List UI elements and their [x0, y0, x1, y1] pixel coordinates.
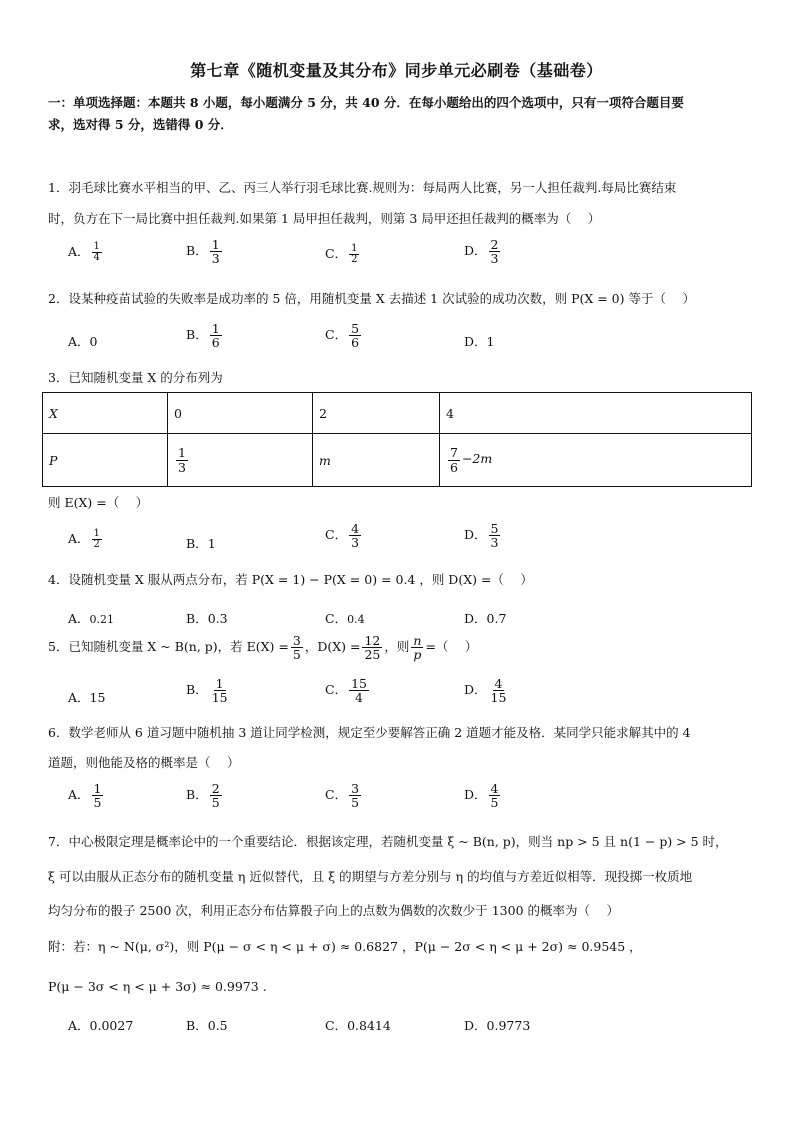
question-3-option-a[interactable]: [68, 527, 104, 551]
question-5-mid2: ，则: [384, 639, 410, 655]
denominator: 5: [490, 795, 499, 811]
numerator: 4: [490, 781, 499, 796]
numerator: n: [413, 633, 422, 648]
denominator: 5: [93, 795, 102, 811]
question-7-line-5: P(μ − 3σ < η < μ + 3σ) ≈ 0.9973 .: [48, 979, 267, 994]
numerator: 7: [450, 445, 458, 461]
option-label: A．: [68, 334, 90, 349]
numerator: 4: [494, 676, 503, 691]
option-label: A．: [68, 1018, 90, 1033]
denominator: 2: [351, 254, 358, 265]
option-label: C．: [325, 327, 348, 343]
question-7-option-b[interactable]: [186, 1014, 228, 1037]
option-label: D．: [464, 682, 487, 698]
table-row: [43, 393, 752, 434]
fraction: [92, 242, 102, 264]
fraction: [489, 782, 501, 809]
table-cell: 0: [168, 393, 313, 434]
question-1-option-a[interactable]: [68, 240, 104, 264]
fraction: [92, 782, 104, 809]
fraction: [210, 782, 222, 809]
question-7-line-2: ξ 可以由服从正态分布的随机变量 η 近似替代，且 ξ 的期望与方差分别与 η 的均值与方差近似相等．现投掷一枚质地: [48, 869, 693, 884]
page-title: 第七章《随机变量及其分布》同步单元必刷卷（基础卷）: [190, 61, 603, 80]
question-5-option-d[interactable]: [464, 677, 510, 704]
fraction: [210, 238, 222, 265]
option-value: 0.9773: [486, 1018, 531, 1033]
option-label: C．: [325, 1018, 348, 1033]
option-value: 0.5: [207, 1018, 228, 1033]
numerator: 1: [211, 321, 220, 336]
option-label: D．: [464, 1018, 487, 1033]
question-2-option-c[interactable]: [325, 322, 363, 349]
question-2-option-a[interactable]: [68, 330, 97, 353]
fraction: [489, 522, 501, 549]
question-2-option-b[interactable]: [186, 322, 224, 349]
denominator: 5: [292, 647, 301, 663]
option-label: C．: [325, 787, 348, 803]
option-label: A．: [68, 690, 90, 705]
section-heading-line-1: 一：单项选择题：本题共 8 小题，每小题满分 5 分，共 40 分．在每小题给出的四个选项中，只有一项符合题目要: [48, 95, 684, 110]
fraction: [349, 244, 359, 266]
option-label: B．: [186, 536, 208, 551]
numerator: 1: [351, 242, 358, 254]
fraction: [176, 446, 188, 473]
option-label: A．: [68, 611, 90, 626]
numerator: 4: [351, 521, 360, 536]
question-6-option-b[interactable]: [186, 782, 224, 809]
denominator: 4: [355, 690, 363, 706]
fraction: [489, 238, 501, 265]
question-3-ask: 则 E(X) =（ ）: [48, 495, 149, 510]
option-value: 0.3: [207, 611, 228, 626]
denominator: 3: [490, 535, 499, 551]
denominator: 5: [211, 795, 220, 811]
denominator: 6: [211, 335, 220, 351]
denominator: 6: [450, 459, 458, 475]
denominator: 15: [490, 690, 507, 706]
numerator: 1: [93, 781, 102, 796]
question-3-option-d[interactable]: [464, 522, 502, 549]
question-7-option-c[interactable]: [325, 1014, 391, 1037]
option-label: C．: [325, 246, 348, 261]
table-cell: m: [313, 434, 440, 487]
denominator: 6: [351, 335, 360, 351]
question-3-option-b[interactable]: [186, 532, 216, 555]
question-2-option-d[interactable]: [464, 330, 494, 353]
question-7-option-a[interactable]: [68, 1014, 133, 1037]
expression-tail: −2m: [461, 451, 493, 467]
numerator: 15: [351, 676, 367, 691]
option-value: 1: [486, 334, 495, 349]
denominator: 15: [211, 690, 228, 706]
option-label: D．: [464, 527, 487, 543]
question-6-line-2: 道题，则他能及格的概率是（ ）: [48, 755, 240, 770]
option-label: A．: [68, 531, 90, 546]
question-4-text: 4．设随机变量 X 服从两点分布，若 P(X = 1) − P(X = 0) = 0.4 ，则 D(X) =（ ）: [48, 572, 533, 587]
question-6-line-1: 6．数学老师从 6 道习题中随机抽 3 道让同学检测，规定至少要解答正确 2 道题才能及格．某同学只能求解其中的 4: [48, 725, 691, 740]
table-cell: P: [43, 434, 168, 487]
fraction: [349, 677, 369, 704]
option-label: D．: [464, 243, 487, 259]
question-5-option-c[interactable]: [325, 677, 371, 704]
fraction: [411, 634, 423, 661]
question-7-line-3: 均匀分布的骰子 2500 次，利用正态分布估算骰子向上的点数为偶数的次数少于 1300 的概率为（ ）: [48, 903, 619, 918]
table-cell: 2: [313, 393, 440, 434]
numerator: 3: [351, 781, 360, 796]
numerator: 1: [93, 240, 100, 252]
numerator: 2: [211, 781, 220, 796]
denominator: 2: [93, 539, 100, 550]
question-6-option-d[interactable]: [464, 782, 502, 809]
question-1-line-1: 1．羽毛球比赛水平相当的甲、乙、丙三人举行羽毛球比赛.规则为：每局两人比赛，另一人担任裁判.每局比赛结束: [48, 180, 677, 195]
denominator: 3: [490, 251, 499, 267]
numerator: 1: [178, 445, 186, 461]
question-5-option-b[interactable]: [186, 677, 232, 704]
section-heading: [48, 92, 748, 136]
fraction: [349, 782, 361, 809]
denominator: 4: [93, 252, 100, 263]
option-value: 0.0027: [89, 1018, 134, 1033]
table-cell: [440, 434, 752, 487]
numerator: 12: [364, 633, 381, 648]
option-label: B．: [186, 787, 208, 803]
question-4-option-b[interactable]: [186, 607, 228, 630]
table-cell: [168, 434, 313, 487]
option-label: A．: [68, 244, 90, 259]
fraction: [210, 322, 222, 349]
option-value: 0.7: [486, 611, 507, 626]
numerator: 5: [351, 321, 360, 336]
fraction: [349, 522, 361, 549]
table-cell: 4: [440, 393, 752, 434]
fraction: [362, 634, 382, 661]
option-value: 0.8414: [347, 1018, 391, 1033]
table-row: [43, 434, 752, 487]
option-label: B．: [186, 682, 208, 698]
option-label: B．: [186, 611, 208, 626]
question-5-pre: 5．已知随机变量 X ~ B(n, p)，若 E(X) =: [48, 639, 289, 655]
option-label: B．: [186, 243, 208, 259]
option-value: 0: [89, 334, 98, 349]
option-value: 1: [207, 536, 216, 551]
option-label: A．: [68, 787, 90, 803]
fraction: [210, 677, 230, 704]
question-6-option-a[interactable]: [68, 782, 105, 809]
option-label: C．: [325, 682, 348, 698]
question-7-line-1: 7．中心极限定理是概率论中的一个重要结论．根据该定理，若随机变量 ξ ~ B(n, p)，则当 np > 5 且 n(1 − p) > 5 时，: [48, 834, 728, 849]
numerator: 3: [292, 633, 301, 648]
option-label: D．: [464, 787, 487, 803]
fraction: [291, 634, 303, 661]
numerator: 1: [211, 237, 220, 252]
question-5-option-a[interactable]: [68, 686, 105, 709]
question-3-option-c[interactable]: [325, 522, 363, 549]
denominator: 3: [351, 535, 360, 551]
option-label: D．: [464, 334, 487, 349]
option-value: 15: [89, 690, 106, 705]
question-2-text: 2．设某种疫苗试验的失败率是成功率的 5 倍，用随机变量 X 去描述 1 次试验的成功次数，则 P(X = 0) 等于（ ）: [48, 291, 695, 306]
question-5-text: [48, 634, 477, 661]
question-7-line-4: 附：若：η ~ N(μ, σ²)，则 P(μ − σ < η < μ + σ) ≈ 0.6827 ，P(μ − 2σ < η < μ + 2σ) ≈ 0.9545 ，: [48, 939, 642, 954]
option-value: 0.4: [347, 613, 365, 626]
distribution-table: [42, 392, 752, 487]
denominator: 3: [178, 459, 186, 475]
question-1-line-2: 时，负方在下一局比赛中担任裁判.如果第 1 局甲担任裁判，则第 3 局甲还担任裁判的概率为（ ）: [48, 211, 601, 226]
question-6-option-c[interactable]: [325, 782, 363, 809]
numerator: 1: [215, 676, 224, 691]
denominator: 25: [364, 647, 381, 663]
section-heading-line-2: 求，选对得 5 分，选错得 0 分．: [48, 117, 233, 132]
denominator: 5: [351, 795, 360, 811]
question-7-option-d[interactable]: [464, 1014, 530, 1037]
question-4-option-d[interactable]: [464, 607, 506, 630]
fraction: [448, 446, 460, 473]
numerator: 2: [490, 237, 499, 252]
question-4-option-c[interactable]: [325, 607, 365, 631]
question-1-option-b[interactable]: [186, 238, 224, 265]
question-1-option-d[interactable]: [464, 238, 502, 265]
option-value: 0.21: [89, 613, 115, 626]
question-4-option-a[interactable]: [68, 607, 114, 631]
numerator: 5: [490, 521, 499, 536]
table-cell: X: [43, 393, 168, 434]
denominator: p: [413, 647, 422, 663]
option-label: B．: [186, 327, 208, 343]
option-label: C．: [325, 611, 348, 626]
question-5-mid: ，D(X) =: [304, 639, 361, 655]
fraction: [489, 677, 509, 704]
option-label: D．: [464, 611, 487, 626]
fraction: [349, 322, 361, 349]
question-5-post: =（ ）: [425, 639, 478, 655]
numerator: 1: [93, 527, 100, 539]
fraction: [92, 529, 102, 551]
question-3-text: 3．已知随机变量 X 的分布列为: [48, 370, 223, 385]
option-label: B．: [186, 1018, 208, 1033]
denominator: 3: [211, 251, 220, 267]
question-1-option-c[interactable]: [325, 242, 361, 266]
option-label: C．: [325, 527, 348, 543]
